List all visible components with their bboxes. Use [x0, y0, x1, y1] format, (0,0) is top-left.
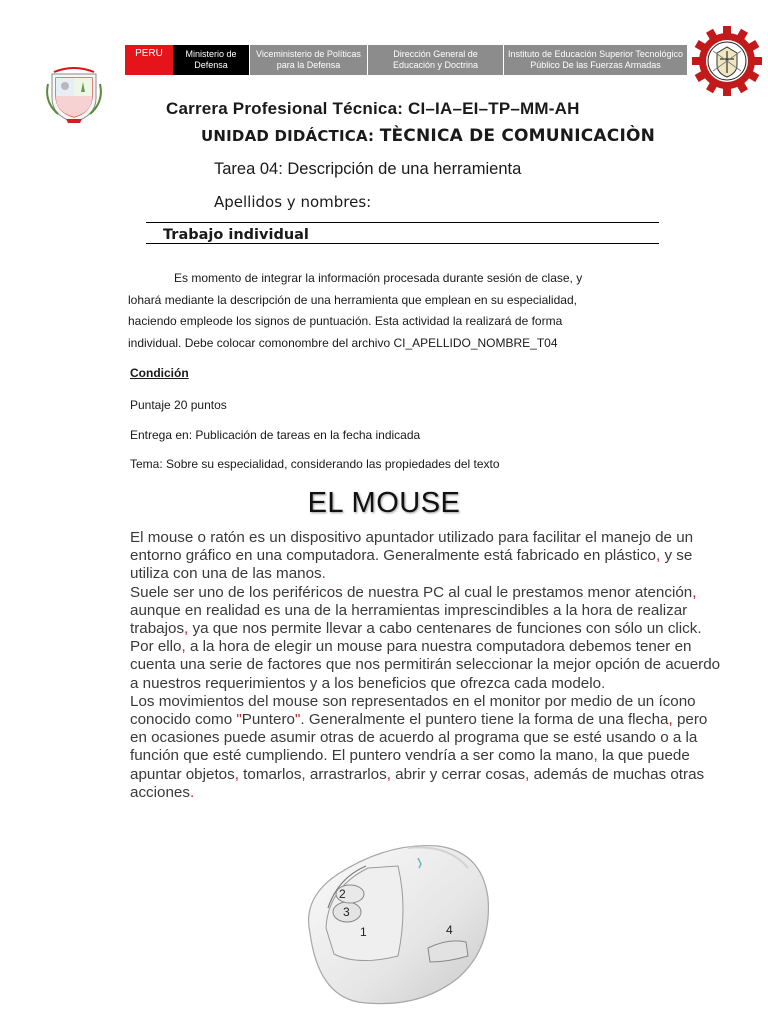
- instructions-line: lohará mediante la descripción de una herramienta que emplean en su especialidad,: [128, 292, 577, 307]
- header-peru-label: PERU: [135, 48, 163, 59]
- mouse-label-4: 4: [446, 923, 453, 937]
- text-run: la que puede apuntar objetos: [130, 747, 690, 783]
- article-body: [130, 529, 726, 802]
- instructions-paragraph: [128, 268, 631, 354]
- unidad-label: UNIDAD DIDÁCTICA:: [201, 127, 375, 145]
- mouse-illustration: [298, 838, 492, 1014]
- armed-forces-gear-emblem: [691, 25, 763, 97]
- instructions-line: Es momento de integrar la información procesada durante sesión de clase, y: [174, 271, 583, 285]
- text-run: tomarlos: [238, 765, 302, 783]
- article-paragraph-3: [130, 693, 726, 802]
- punctuation-mark: ,: [234, 765, 239, 783]
- punctuation-mark: ,: [301, 765, 306, 783]
- tarea-title: Tarea 04: Descripción de una herramienta: [214, 160, 522, 178]
- punctuation-mark: ,: [593, 747, 598, 765]
- punctuation-mark: ,: [668, 711, 673, 729]
- punctuation-mark: ,: [386, 765, 391, 783]
- instructions-line: haciendo empleode los signos de puntuación. Esta actividad la realizará de forma: [128, 314, 563, 328]
- header-direccion-block: [368, 45, 503, 75]
- peru-coat-of-arms-emblem: [46, 62, 102, 124]
- header-instituto-block: [504, 45, 687, 75]
- text-run: El mouse o ratón es un dispositivo apuntador utilizado para facilitar el manejo de un entorno gráfico en una computadora. Generalmente está fabricado en plástico: [130, 529, 694, 565]
- header-ministerio-label: Ministerio de Defensa: [185, 49, 237, 70]
- unidad-didactica-title: [201, 126, 655, 146]
- punctuation-mark: ,: [656, 547, 661, 565]
- text-run: Suele ser uno de los periféricos de nuestra PC al cual le prestamos menor atención: [130, 583, 693, 601]
- article-paragraph-1: [130, 529, 726, 584]
- carrera-title: Carrera Profesional Técnica: CI–IA–EI–TP–MM-AH: [166, 99, 580, 118]
- text-run: aunque en realidad es una de la herramientas imprescindibles a la hora de realizar trabajos: [130, 601, 688, 638]
- header-direccion-label: Dirección General de Educación y Doctrina: [392, 49, 479, 70]
- header-instituto-label: Instituto de Educación Superior Tecnológico Público De las Fuerzas Armadas: [508, 49, 683, 70]
- punctuation-mark: ,: [692, 583, 697, 601]
- tema-text: Tema: Sobre su especialidad, considerando las propiedades del texto: [130, 457, 500, 471]
- text-run: abrir y cerrar cosas: [390, 765, 526, 783]
- text-run: y se utiliza con una de las manos: [130, 547, 693, 583]
- condicion-heading: Condición: [130, 366, 189, 380]
- divider-bottom: [146, 243, 659, 244]
- punctuation-mark: ,: [184, 620, 189, 638]
- punctuation-mark: ": [236, 711, 242, 729]
- article-paragraph-2: [130, 584, 726, 693]
- unidad-value: TÈCNICA DE COMUNICACIÒN: [379, 126, 656, 146]
- mouse-label-2: 2: [339, 887, 346, 901]
- apellidos-field-label: Apellidos y nombres:: [214, 193, 372, 211]
- trabajo-individual-label: Trabajo individual: [163, 227, 309, 243]
- text-run: ya que nos permite llevar a cabo centenares de funciones con sólo un click. Por ello: [130, 620, 702, 656]
- divider-top: [146, 222, 659, 223]
- mouse-label-1: 1: [360, 925, 367, 939]
- text-run: a la hora de elegir un mouse para nuestra computadora debemos tener en cuenta una serie de factores que nos permitirán seleccionar la mejor opción de acuerdo a nuestros requerimientos y a los beneficios que ofrezca cada modelo: [130, 638, 721, 692]
- punctuation-mark: ": [294, 711, 301, 729]
- header-peru-block: [125, 45, 173, 75]
- text-run: además de muchas otras acciones: [130, 765, 705, 801]
- header-ministerio-block: [173, 45, 249, 75]
- punctuation-mark: ,: [181, 638, 186, 656]
- punctuation-mark: .: [601, 674, 606, 692]
- text-run: arrastrarlos: [305, 765, 387, 783]
- mouse-label-3: 3: [343, 905, 350, 919]
- punctuation-mark: .: [321, 565, 326, 583]
- puntaje-text: Puntaje 20 puntos: [130, 398, 227, 412]
- punctuation-mark: .: [189, 783, 195, 801]
- text-run: pero en ocasiones puede asumir otras de acuerdo al programa que se esté usando o a la función que esté cumpliendo. El puntero vendría a ser como la mano: [130, 711, 708, 765]
- instructions-line: individual. Debe colocar comonombre del archivo CI_APELLIDO_NOMBRE_T04: [128, 335, 558, 350]
- entrega-text: Entrega en: Publicación de tareas en la fecha indicada: [130, 428, 421, 442]
- text-run: Puntero: [241, 711, 295, 729]
- header-viceministerio-label: Viceministerio de Políticas para la Defensa: [256, 49, 361, 70]
- punctuation-mark: ,: [525, 765, 530, 783]
- header-viceministerio-block: [250, 45, 367, 75]
- text-run: . Generalmente el puntero tiene la forma de una flecha: [300, 711, 669, 729]
- article-title: EL MOUSE: [307, 487, 461, 519]
- text-run: Los movimientos del mouse son representados en el monitor por medio de un ícono conocido como: [130, 692, 696, 729]
